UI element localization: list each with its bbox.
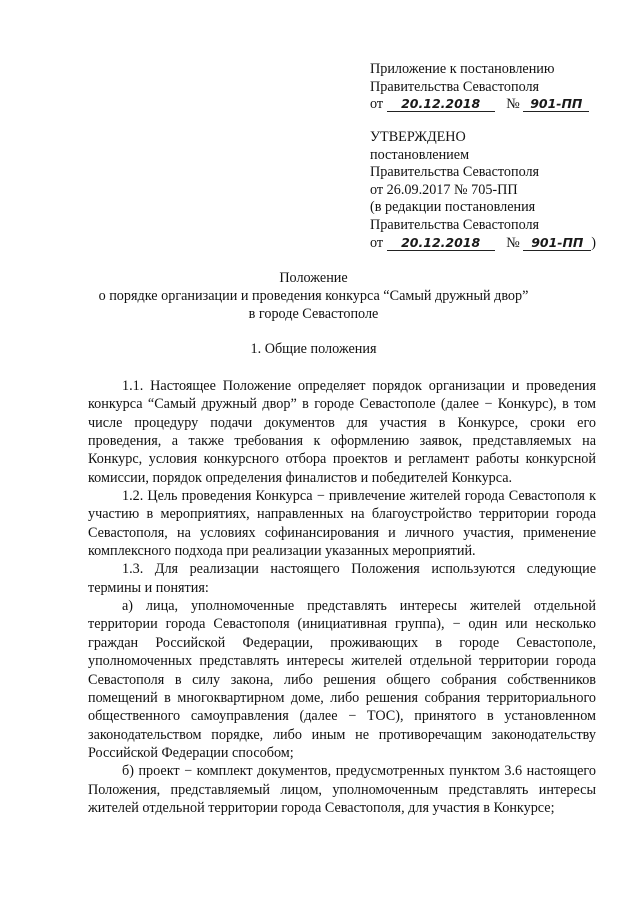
handwritten-number: 901-ПП — [523, 97, 589, 112]
section-body — [88, 377, 596, 817]
appendix-date-line — [370, 96, 610, 114]
handwritten-number: 901-ПП — [523, 236, 591, 251]
approved-date-line — [370, 235, 610, 253]
appendix-line-1: Приложение к постановлению — [370, 61, 555, 77]
approved-line-1: постановлением — [370, 146, 470, 163]
from-prefix: от — [370, 96, 384, 113]
document-title-line-1: Положение — [279, 270, 348, 286]
approved-line-3: от 26.09.2017 № 705-ПП — [370, 181, 518, 198]
handwritten-date: 20.12.2018 — [387, 236, 495, 251]
paragraph-term-b: б) проект − комплект документов, предусмотренных пунктом 3.6 настоящего Положения, представляемый лицом, уполномоченным представлять интересы жителей отдельной территории города Севастополя, для участия в Конкурсе; — [88, 763, 596, 816]
document-title-line-3: в городе Севастополе — [248, 306, 379, 322]
paragraph-1-1: 1.1. Настоящее Положение определяет порядок организации и проведения конкурса “Самый дружный двор” в городе Севастополе (далее − Конкурс), в том числе процедуру подачи документов для участия в Конкурсе, сроки его проведения, а также требования к оформлению заявок, представляемых на Конкурс, условия конкурсного отбора проектов и регламент работы конкурсной комиссии, порядок определения финалистов и победителей Конкурса. — [88, 378, 596, 486]
from-prefix: от — [370, 234, 384, 251]
handwritten-date: 20.12.2018 — [387, 97, 495, 112]
approved-title: УТВЕРЖДЕНО — [370, 129, 466, 145]
closing-paren: ) — [591, 234, 597, 251]
appendix-block — [370, 61, 610, 114]
appendix-line-2: Правительства Севастополя — [370, 78, 540, 95]
approved-line-4: (в редакции постановления — [370, 199, 536, 216]
paragraph-1-2: 1.2. Цель проведения Конкурса − привлечение жителей города Севастополя к участию в мероприятиях, направленных на благоустройство территории города Севастополя, на условиях софинансирования и личного участия, применение комплексного подхода при реализации указанных мероприятий. — [88, 488, 596, 560]
approved-line-2: Правительства Севастополя — [370, 164, 540, 181]
number-sign: № — [506, 96, 520, 113]
paragraph-term-a: а) лица, уполномоченные представлять интересы жителей отдельной территории города Севастополя (инициативная группа), − один или несколько граждан Российской Федерации, проживающих в городе Севастополе, уполномоченных представлять интересы жителей отдельной территории города Севастополя в силу закона, либо решения общего собрания собственников помещений в многоквартирном доме, либо решения собрания территориального общественного самоуправления (далее − ТОС), принятого в установленном законодательством порядке, либо иным не противоречащим законодательству Российской Федерации способом; — [88, 598, 596, 761]
approved-block — [370, 129, 610, 252]
document-title-line-2: о порядке организации и проведения конкурса “Самый дружный двор” — [98, 288, 529, 304]
section-title: 1. Общие положения — [250, 341, 377, 357]
paragraph-1-3: 1.3. Для реализации настоящего Положения используются следующие термины и понятия: — [88, 561, 596, 596]
document-title — [0, 269, 627, 323]
number-sign: № — [506, 234, 520, 251]
approved-line-5: Правительства Севастополя — [370, 216, 540, 233]
